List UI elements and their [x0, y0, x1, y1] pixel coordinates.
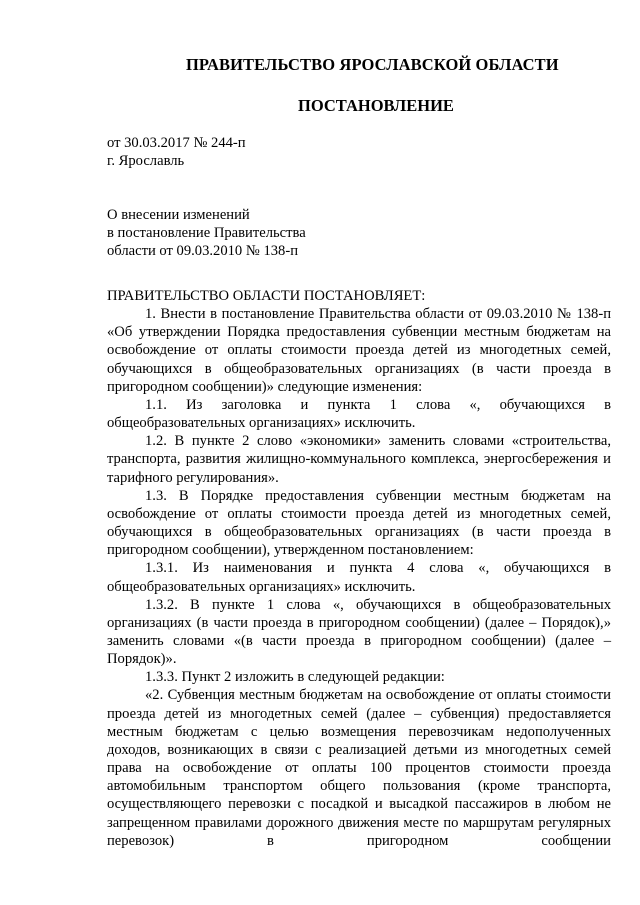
- paragraph-1-1: 1.1. Из заголовка и пункта 1 слова «, обучающихся в общеобразовательных организациях» исключить.: [107, 396, 611, 432]
- subject-line-2: в постановление Правительства: [107, 225, 306, 241]
- date-number: от 30.03.2017 № 244-п: [107, 135, 246, 151]
- city: г. Ярославль: [107, 153, 185, 169]
- preamble: ПРАВИТЕЛЬСТВО ОБЛАСТИ ПОСТАНОВЛЯЕТ:: [107, 288, 426, 304]
- paragraph-1-2: 1.2. В пункте 2 слово «экономики» заменить словами «строительства, транспорта, развития жилищно-коммунального комплекса, энергосбережения и тарифного регулирования».: [107, 433, 611, 486]
- subject-line-3: области от 09.03.2010 № 138-п: [107, 243, 299, 259]
- paragraph-1-3-3: 1.3.3. Пункт 2 изложить в следующей редакции:: [145, 669, 445, 686]
- subject-line-1: О внесении изменений: [107, 207, 250, 223]
- paragraph-1-3: 1.3. В Порядке предоставления субвенции местным бюджетам на освобождение от оплаты стоимости проезда детей из многодетных семей, обучающихся в общеобразовательных организациях (в части проезда в пригородном сообщении), утвержденном постановлением:: [107, 487, 611, 559]
- paragraph-1: 1. Внести в постановление Правительства области от 09.03.2010 № 138-п «Об утверждении Порядка предоставления субвенции местным бюджетам на освобождение от оплаты стоимости проезда детей из многодетных семей, обучающихся в общеобразовательных организациях (в части проезда в пригородном сообщении)» следующие изменения:: [107, 306, 611, 395]
- paragraph-new-item-2: «2. Субвенция местным бюджетам на освобождение от оплаты стоимости проезда детей из многодетных семей (далее – субвенция) предоставляется местным бюджетам с целью возмещения перевозчикам недополученных доходов, возникающих в связи с реализацией детьми из многодетных семей права на освобождение от оплаты 100 процентов стоимости проезда автомобильным транспортом общего пользования (кроме транспорта, осуществляющего перевозки с посадкой и высадкой пассажиров в любом не запрещенном правилами дорожного движения месте по маршрутам регулярных перевозок) в пригородном сообщении: [107, 687, 611, 849]
- document-body: [107, 287, 611, 850]
- government-title: ПРАВИТЕЛЬСТВО ЯРОСЛАВСКОЙ ОБЛАСТИ: [186, 55, 559, 74]
- paragraph-1-3-1: 1.3.1. Из наименования и пункта 4 слова «, обучающихся в общеобразовательных организациях» исключить.: [107, 560, 611, 595]
- document-type-title: ПОСТАНОВЛЕНИЕ: [298, 96, 454, 115]
- paragraph-1-3-2: 1.3.2. В пункте 1 слова «, обучающихся в общеобразовательных организациях (в части проезда в пригородном сообщении) (далее – Порядок),» заменить словами «(в части проезда в пригородном сообщении) (далее – Порядок)».: [107, 596, 611, 668]
